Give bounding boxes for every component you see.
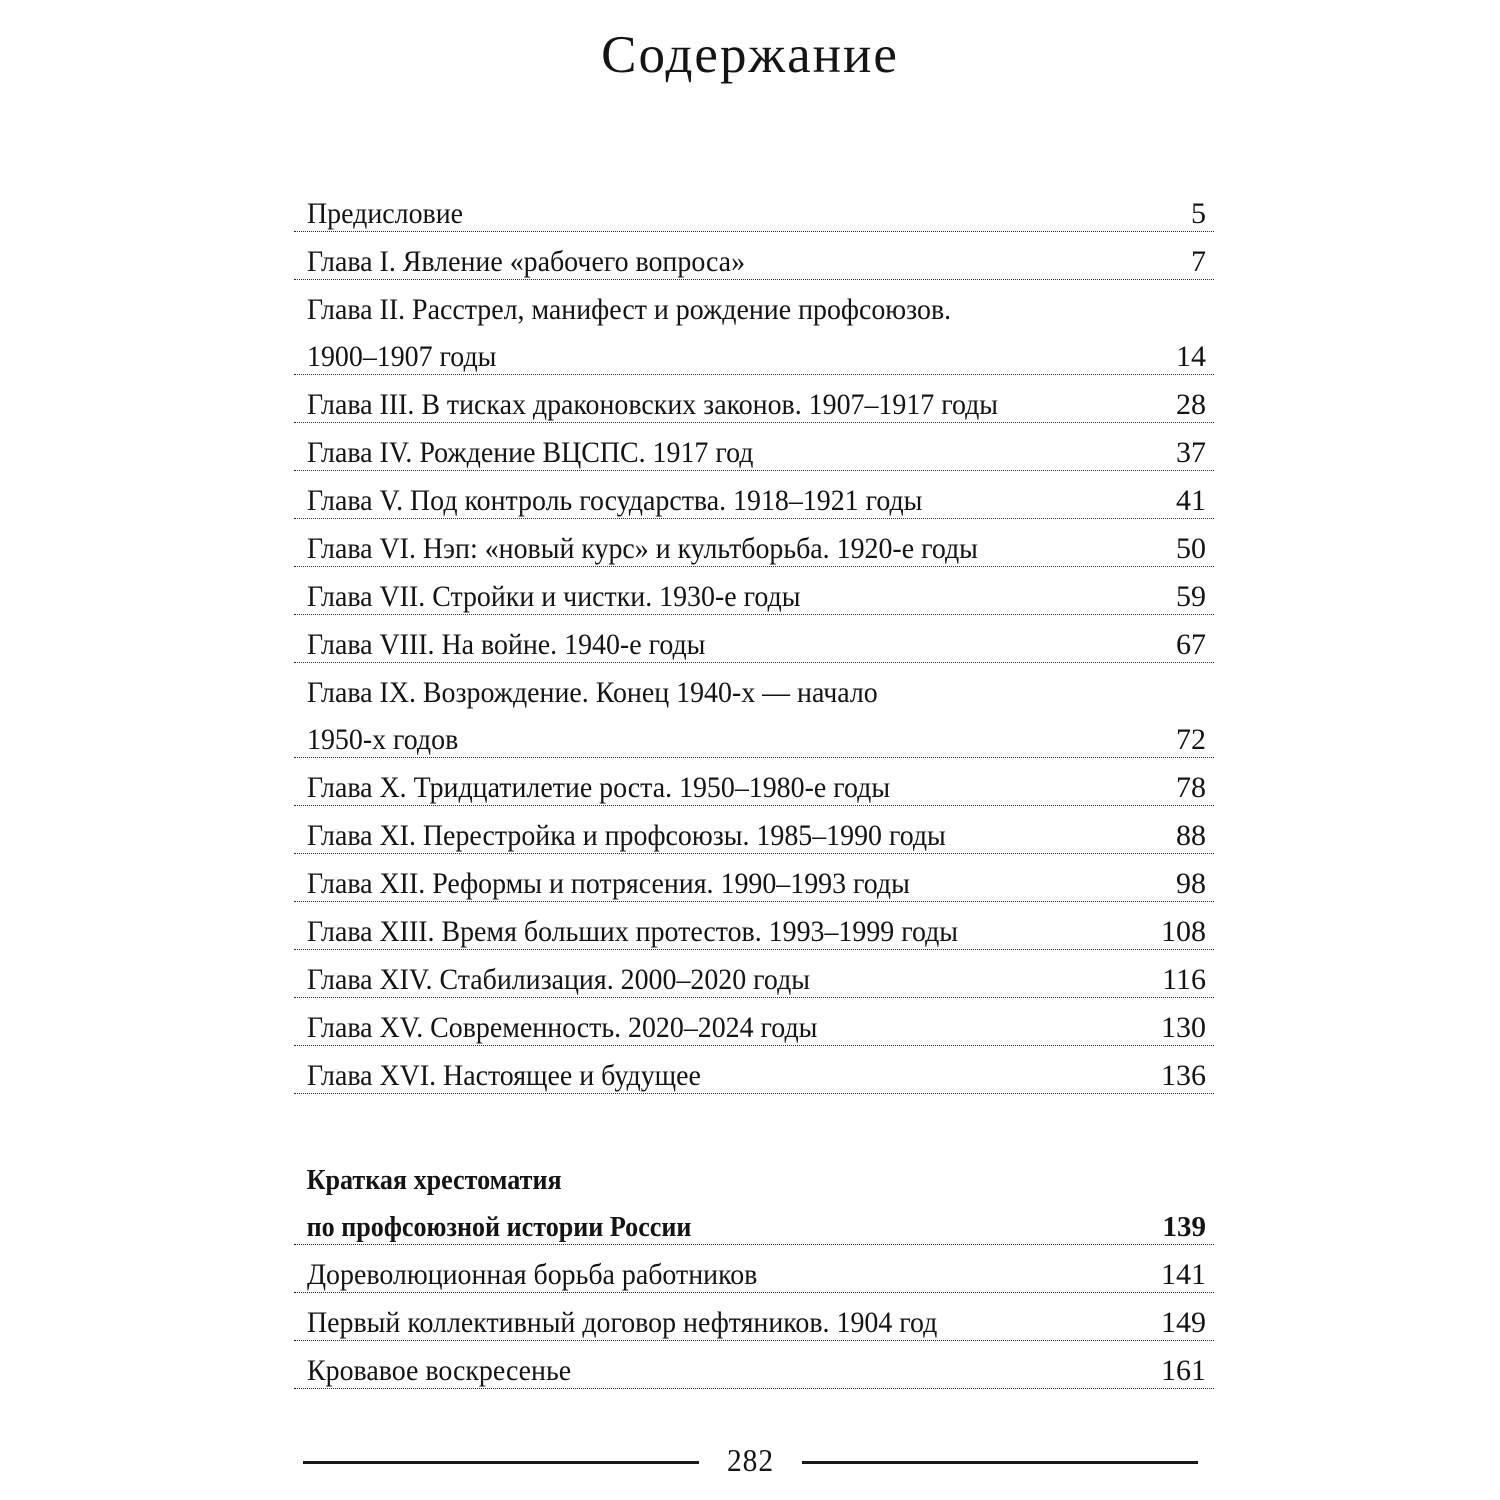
appendix-page-number: 139 [1162, 1211, 1206, 1243]
toc-entry-line [294, 1197, 1214, 1244]
appendix-label: по профсоюзной истории России [306, 1211, 692, 1243]
chapter-page-number: 67 [1176, 628, 1206, 661]
chapter-page-number: 59 [1176, 580, 1206, 613]
toc-entry[interactable] [294, 471, 1214, 519]
toc-entry[interactable] [294, 663, 1214, 758]
appendix-label: Краткая хрестоматия [306, 1164, 562, 1196]
toc-chapter-entries [294, 184, 1214, 1094]
toc-entry[interactable] [294, 902, 1214, 950]
toc-entry-line [294, 471, 1214, 518]
chapter-label: Глава VII. Стройки и чистки. 1930-е годы [307, 580, 801, 613]
toc-entry-line [294, 567, 1214, 614]
toc-entry-line [294, 998, 1214, 1045]
appendix-label: Кровавое воскресенье [307, 1354, 572, 1387]
toc-entry-line [294, 1046, 1214, 1093]
page-footer [0, 1432, 1500, 1492]
toc-entry-line [294, 663, 1214, 710]
toc-entry[interactable] [294, 1046, 1214, 1094]
chapter-page-number: 98 [1176, 867, 1206, 900]
toc-entry-line [294, 184, 1214, 231]
toc-entry-line [294, 1150, 1214, 1197]
toc-entry[interactable] [294, 615, 1214, 663]
toc-entry[interactable] [294, 567, 1214, 615]
toc-entry-line [294, 950, 1214, 997]
chapter-page-number: 28 [1176, 388, 1206, 421]
chapter-page-number: 50 [1176, 532, 1206, 565]
footer-rule-right [802, 1461, 1198, 1464]
chapter-label: Глава XIV. Стабилизация. 2000–2020 годы [307, 963, 811, 996]
toc-entry[interactable] [294, 519, 1214, 567]
toc-entry[interactable] [294, 1150, 1214, 1245]
appendix-label: Первый коллективный договор нефтяников. 1904 год [307, 1306, 938, 1339]
toc-entry[interactable] [294, 423, 1214, 471]
chapter-label: Глава II. Расстрел, манифест и рождение профсоюзов. [307, 293, 952, 326]
toc-entry[interactable] [294, 950, 1214, 998]
toc-list [294, 184, 1214, 1389]
appendix-page-number: 161 [1161, 1354, 1206, 1387]
toc-entry-line [294, 327, 1214, 374]
chapter-label: Предисловие [307, 197, 464, 230]
toc-entry[interactable] [294, 184, 1214, 232]
chapter-label: Глава XV. Современность. 2020–2024 годы [307, 1011, 818, 1044]
toc-entry[interactable] [294, 280, 1214, 375]
chapter-page-number: 130 [1161, 1011, 1206, 1044]
chapter-page-number: 116 [1162, 963, 1206, 996]
page-title: Содержание [601, 26, 899, 84]
section-spacer [294, 1094, 1214, 1150]
toc-entry[interactable] [294, 1293, 1214, 1341]
toc-entry[interactable] [294, 375, 1214, 423]
chapter-label: Глава XII. Реформы и потрясения. 1990–1993 годы [307, 867, 910, 900]
toc-entry-line [294, 710, 1214, 757]
chapter-label: Глава III. В тисках драконовских законов. 1907–1917 годы [307, 388, 999, 421]
toc-entry[interactable] [294, 1245, 1214, 1293]
toc-entry-line [294, 902, 1214, 949]
toc-entry[interactable] [294, 1341, 1214, 1389]
chapter-page-number: 78 [1176, 771, 1206, 804]
toc-entry-line [294, 375, 1214, 422]
chapter-label: Глава X. Тридцатилетие роста. 1950–1980-е годы [307, 771, 891, 804]
chapter-page-number: 5 [1191, 197, 1206, 230]
chapter-page-number: 7 [1191, 245, 1206, 278]
toc-entry-line [294, 758, 1214, 805]
toc-entry-line [294, 232, 1214, 279]
toc-entry-line [294, 280, 1214, 327]
chapter-label: Глава IX. Возрождение. Конец 1940-х — начало [307, 676, 878, 709]
toc-entry-line [294, 519, 1214, 566]
toc-appendix-entries [294, 1150, 1214, 1389]
toc-entry[interactable] [294, 806, 1214, 854]
chapter-label: Глава XI. Перестройка и профсоюзы. 1985–1990 годы [307, 819, 946, 852]
chapter-page-number: 72 [1176, 723, 1206, 756]
chapter-label: Глава V. Под контроль государства. 1918–1921 годы [307, 484, 923, 517]
chapter-label: 1900–1907 годы [307, 340, 497, 373]
chapter-label: Глава XVI. Настоящее и будущее [307, 1059, 701, 1092]
chapter-page-number: 14 [1176, 340, 1206, 373]
appendix-label: Дореволюционная борьба работников [307, 1258, 758, 1291]
chapter-label: Глава VI. Нэп: «новый курс» и культборьба. 1920-е годы [307, 532, 978, 565]
toc-entry-line [294, 423, 1214, 470]
chapter-label: 1950-х годов [307, 723, 459, 756]
appendix-page-number: 149 [1161, 1306, 1206, 1339]
chapter-page-number: 136 [1161, 1059, 1206, 1092]
chapter-label: Глава I. Явление «рабочего вопроса» [307, 245, 746, 278]
toc-entry-line [294, 1341, 1214, 1388]
chapter-label: Глава XIII. Время больших протестов. 1993–1999 годы [307, 915, 959, 948]
chapter-page-number: 41 [1176, 484, 1206, 517]
footer-rule-left [303, 1461, 699, 1464]
toc-entry-line [294, 1245, 1214, 1292]
toc-entry[interactable] [294, 998, 1214, 1046]
chapter-label: Глава VIII. На войне. 1940-е годы [307, 628, 706, 661]
toc-entry[interactable] [294, 758, 1214, 806]
folio-number: 282 [726, 1442, 774, 1478]
chapter-page-number: 108 [1161, 915, 1206, 948]
chapter-page-number: 37 [1176, 436, 1206, 469]
chapter-page-number: 88 [1176, 819, 1206, 852]
toc-entry-line [294, 854, 1214, 901]
toc-entry[interactable] [294, 232, 1214, 280]
appendix-page-number: 141 [1161, 1258, 1206, 1291]
chapter-label: Глава IV. Рождение ВЦСПС. 1917 год [307, 436, 754, 469]
toc-entry-line [294, 1293, 1214, 1340]
toc-entry-line [294, 806, 1214, 853]
toc-entry[interactable] [294, 854, 1214, 902]
toc-entry-line [294, 615, 1214, 662]
